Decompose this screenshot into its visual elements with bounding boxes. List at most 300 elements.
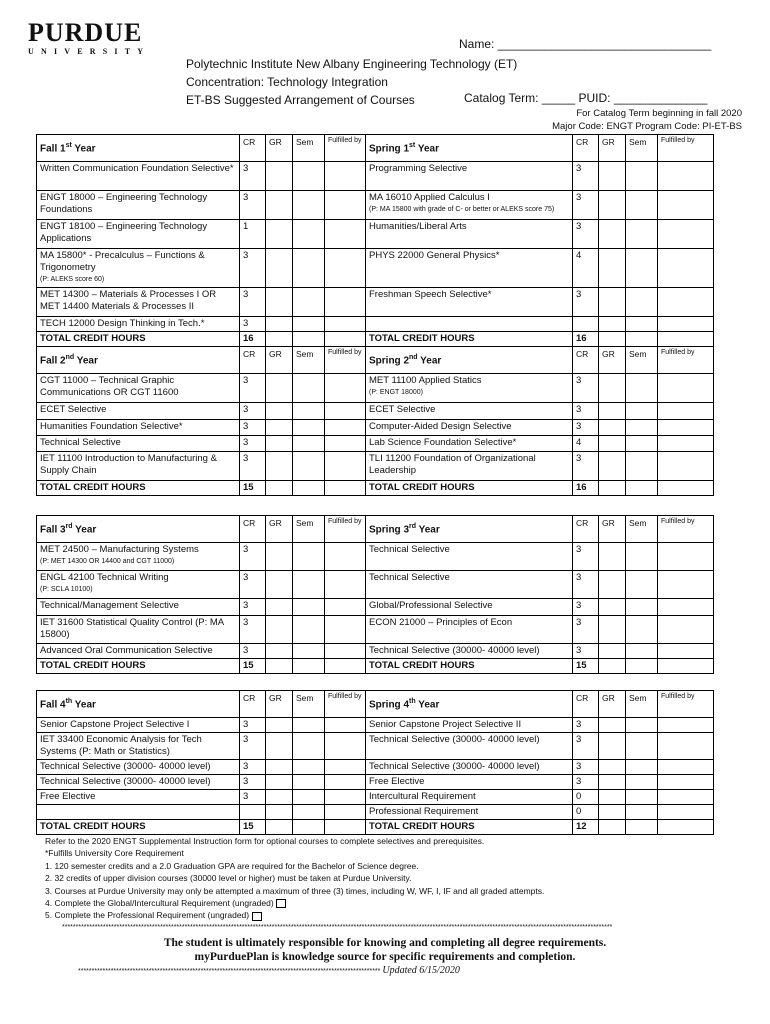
fulfilled-by-label: Fulfilled by <box>658 347 714 374</box>
semester-cell[interactable] <box>293 543 325 571</box>
grade-cell[interactable] <box>599 288 626 317</box>
fulfilled-by-label: Fulfilled by <box>325 135 366 162</box>
grade-cell[interactable] <box>599 191 626 220</box>
credit-hours: 3 <box>573 644 599 659</box>
course-name: Technical Selective (30000- 40000 level) <box>40 761 211 772</box>
grade-cell[interactable] <box>599 436 626 452</box>
fall-course-cell <box>37 733 240 760</box>
semester-cell[interactable] <box>293 420 325 436</box>
spring-title: Spring 4th Year <box>366 691 573 718</box>
course-name: ECET Selective <box>369 404 436 415</box>
fulfilled-by-cell[interactable] <box>325 436 366 452</box>
fulfilled-by-cell[interactable] <box>325 403 366 420</box>
course-row <box>37 220 714 249</box>
note-1: 1. 120 semester credits and a 2.0 Graduation GPA are required for the Bachelor of Science degree. <box>45 860 419 871</box>
grade-cell[interactable] <box>599 599 626 616</box>
year-table-4 <box>36 690 714 835</box>
grade-cell[interactable] <box>599 571 626 599</box>
course-row <box>37 599 714 616</box>
course-row <box>37 288 714 317</box>
credit-hours: 3 <box>240 452 266 481</box>
course-row <box>37 790 714 805</box>
spring-course-cell <box>366 191 573 220</box>
fulfilled-by-cell[interactable] <box>325 452 366 481</box>
professional-checkbox[interactable] <box>252 912 262 921</box>
semester-cell[interactable] <box>626 543 658 571</box>
fall-course-cell <box>37 760 240 775</box>
credit-hours: 3 <box>573 718 599 733</box>
sem-label: Sem <box>293 135 325 162</box>
semester-cell[interactable] <box>626 288 658 317</box>
grade-cell[interactable] <box>266 718 293 733</box>
spring-total-value: 16 <box>573 481 599 496</box>
fulfilled-by-cell[interactable] <box>658 790 714 805</box>
semester-cell[interactable] <box>293 790 325 805</box>
semester-cell[interactable] <box>293 220 325 249</box>
semester-cell[interactable] <box>626 436 658 452</box>
year-header-row <box>37 691 714 718</box>
grade-cell[interactable] <box>599 775 626 790</box>
grade-cell[interactable] <box>599 760 626 775</box>
grade-cell[interactable] <box>266 191 293 220</box>
grade-cell[interactable] <box>599 317 626 332</box>
credit-hours: 3 <box>573 599 599 616</box>
course-name: IET 33400 Economic Analysis for Tech Systems (P: Math or Statistics) <box>40 734 202 757</box>
fulfilled-by-cell[interactable] <box>325 374 366 403</box>
total-fulfilled <box>658 820 714 835</box>
fall-total-label: TOTAL CREDIT HOURS <box>37 659 240 674</box>
fulfilled-by-cell[interactable] <box>658 288 714 317</box>
grade-cell[interactable] <box>266 249 293 288</box>
semester-cell[interactable] <box>293 249 325 288</box>
semester-cell[interactable] <box>626 733 658 760</box>
fall-course-cell <box>37 452 240 481</box>
grade-cell[interactable] <box>266 436 293 452</box>
fulfilled-by-cell[interactable] <box>658 436 714 452</box>
cr-label: CR <box>240 516 266 543</box>
grade-cell[interactable] <box>266 288 293 317</box>
grade-cell[interactable] <box>599 374 626 403</box>
course-row <box>37 543 714 571</box>
updated-date: Updated 6/15/2020 <box>382 965 460 976</box>
fulfilled-by-cell[interactable] <box>325 718 366 733</box>
grade-cell[interactable] <box>266 733 293 760</box>
course-name: Computer-Aided Design Selective <box>369 421 512 432</box>
semester-cell[interactable] <box>293 452 325 481</box>
fall-total-value: 15 <box>240 659 266 674</box>
grade-cell[interactable] <box>266 162 293 191</box>
semester-cell[interactable] <box>293 760 325 775</box>
semester-cell[interactable] <box>626 775 658 790</box>
total-sem <box>293 659 325 674</box>
fall-course-cell <box>37 436 240 452</box>
catalog-info <box>552 107 742 133</box>
fall-title: Fall 3rd Year <box>37 516 240 543</box>
credit-hours: 3 <box>240 403 266 420</box>
course-name: IET 31600 Statistical Quality Control (P: MA 15800) <box>40 617 224 640</box>
fall-total-label: TOTAL CREDIT HOURS <box>37 481 240 496</box>
fall-course-cell <box>37 616 240 644</box>
fulfilled-by-cell[interactable] <box>325 571 366 599</box>
responsibility-statement <box>0 936 770 964</box>
fulfilled-by-cell[interactable] <box>658 191 714 220</box>
fulfilled-by-cell[interactable] <box>658 760 714 775</box>
semester-cell[interactable] <box>626 249 658 288</box>
fulfilled-by-cell[interactable] <box>325 249 366 288</box>
course-name: Advanced Oral Communication Selective <box>40 645 213 656</box>
semester-cell[interactable] <box>626 616 658 644</box>
grade-cell[interactable] <box>599 420 626 436</box>
spring-course-cell <box>366 249 573 288</box>
course-row <box>37 616 714 644</box>
course-name: ECON 21000 – Principles of Econ <box>369 617 513 628</box>
fulfilled-by-cell[interactable] <box>658 420 714 436</box>
semester-cell[interactable] <box>626 317 658 332</box>
spring-course-cell <box>366 288 573 317</box>
fall-course-cell <box>37 288 240 317</box>
grade-cell[interactable] <box>266 374 293 403</box>
cr-label: CR <box>573 135 599 162</box>
fulfilled-by-cell[interactable] <box>658 249 714 288</box>
fall-total-label: TOTAL CREDIT HOURS <box>37 820 240 835</box>
sem-label: Sem <box>293 691 325 718</box>
course-prereq-note: (P: MET 14300 OR 14400 and CGT 11000) <box>40 558 175 565</box>
course-row <box>37 775 714 790</box>
fulfilled-by-cell[interactable] <box>658 571 714 599</box>
fulfilled-by-cell[interactable] <box>658 718 714 733</box>
total-fulfilled <box>325 659 366 674</box>
grade-cell[interactable] <box>266 220 293 249</box>
semester-cell[interactable] <box>293 599 325 616</box>
gr-label: GR <box>266 347 293 374</box>
year-table-2 <box>36 346 714 496</box>
grade-cell[interactable] <box>599 644 626 659</box>
semester-cell[interactable] <box>293 403 325 420</box>
fulfilled-by-cell[interactable] <box>325 288 366 317</box>
semester-cell[interactable] <box>626 805 658 820</box>
semester-cell[interactable] <box>626 760 658 775</box>
cr-label: CR <box>573 691 599 718</box>
credit-hours: 3 <box>240 249 266 288</box>
grade-cell[interactable] <box>266 571 293 599</box>
credit-hours: 3 <box>573 420 599 436</box>
total-row <box>37 820 714 835</box>
course-row <box>37 191 714 220</box>
semester-cell[interactable] <box>293 718 325 733</box>
fulfilled-by-cell[interactable] <box>325 775 366 790</box>
fulfilled-by-cell[interactable] <box>325 805 366 820</box>
fulfilled-by-cell[interactable] <box>325 644 366 659</box>
spring-course-cell <box>366 162 573 191</box>
header-arrangement: ET-BS Suggested Arrangement of Courses <box>186 93 415 107</box>
fall-course-cell <box>37 543 240 571</box>
credit-hours: 4 <box>573 436 599 452</box>
fall-title: Fall 1st Year <box>37 135 240 162</box>
semester-cell[interactable] <box>626 571 658 599</box>
credit-hours: 3 <box>240 571 266 599</box>
fulfilled-by-cell[interactable] <box>658 733 714 760</box>
credit-hours: 3 <box>240 317 266 332</box>
course-name: ENGL 42100 Technical Writing <box>40 572 169 583</box>
grade-cell[interactable] <box>266 644 293 659</box>
credit-hours: 4 <box>573 249 599 288</box>
semester-cell[interactable] <box>626 790 658 805</box>
gr-label: GR <box>599 516 626 543</box>
credit-hours: 3 <box>573 374 599 403</box>
semester-cell[interactable] <box>293 374 325 403</box>
grade-cell[interactable] <box>266 403 293 420</box>
fall-course-cell <box>37 420 240 436</box>
credit-hours: 3 <box>573 775 599 790</box>
spring-title: Spring 3rd Year <box>366 516 573 543</box>
grade-cell[interactable] <box>266 452 293 481</box>
fulfilled-by-cell[interactable] <box>658 374 714 403</box>
grade-cell[interactable] <box>266 616 293 644</box>
semester-cell[interactable] <box>626 644 658 659</box>
course-name: Technical Selective (30000- 40000 level) <box>369 645 540 656</box>
fulfilled-by-label: Fulfilled by <box>325 516 366 543</box>
total-fulfilled <box>325 820 366 835</box>
course-name: TECH 12000 Design Thinking in Tech.* <box>40 318 205 329</box>
grade-cell[interactable] <box>599 733 626 760</box>
course-name: Written Communication Foundation Selective* <box>40 163 234 174</box>
fulfilled-by-cell[interactable] <box>325 760 366 775</box>
grade-cell[interactable] <box>266 790 293 805</box>
spring-course-cell <box>366 644 573 659</box>
spring-title: Spring 1st Year <box>366 135 573 162</box>
fall-course-cell <box>37 790 240 805</box>
semester-cell[interactable] <box>293 616 325 644</box>
fulfilled-by-cell[interactable] <box>658 599 714 616</box>
course-row <box>37 571 714 599</box>
fulfilled-by-cell[interactable] <box>658 543 714 571</box>
grade-cell[interactable] <box>599 162 626 191</box>
course-row <box>37 436 714 452</box>
fall-course-cell <box>37 374 240 403</box>
course-name: Technical Selective (30000- 40000 level) <box>369 761 540 772</box>
spring-course-cell <box>366 760 573 775</box>
responsibility-line-2: myPurduePlan is knowledge source for specific requirements and completion. <box>194 951 576 963</box>
grade-cell[interactable] <box>599 452 626 481</box>
fulfilled-by-cell[interactable] <box>325 733 366 760</box>
credit-hours: 3 <box>240 599 266 616</box>
fall-course-cell <box>37 805 240 820</box>
course-prereq-note: (P: SCLA 10100) <box>40 586 93 593</box>
grade-cell[interactable] <box>266 775 293 790</box>
gr-label: GR <box>599 135 626 162</box>
course-name: Lab Science Foundation Selective* <box>369 437 517 448</box>
fulfilled-by-cell[interactable] <box>658 317 714 332</box>
credit-hours: 3 <box>240 718 266 733</box>
semester-cell[interactable] <box>626 420 658 436</box>
grade-cell[interactable] <box>599 403 626 420</box>
fulfilled-by-cell[interactable] <box>325 616 366 644</box>
fulfilled-by-cell[interactable] <box>325 220 366 249</box>
spring-course-cell <box>366 374 573 403</box>
spring-course-cell <box>366 220 573 249</box>
credit-hours: 3 <box>573 452 599 481</box>
fulfilled-by-cell[interactable] <box>325 317 366 332</box>
spring-course-cell <box>366 599 573 616</box>
course-name: Programming Selective <box>369 163 468 174</box>
year-header-row <box>37 135 714 162</box>
fulfilled-by-cell[interactable] <box>658 616 714 644</box>
sem-label: Sem <box>626 516 658 543</box>
credit-hours: 3 <box>240 733 266 760</box>
total-fulfilled <box>658 332 714 347</box>
grade-cell[interactable] <box>599 718 626 733</box>
fall-course-cell <box>37 644 240 659</box>
course-name: Global/Professional Selective <box>369 600 493 611</box>
credit-hours: 1 <box>240 220 266 249</box>
semester-cell[interactable] <box>293 191 325 220</box>
major-program-code: Major Code: ENGT Program Code: PI-ET-BS <box>552 121 742 132</box>
credit-hours: 3 <box>573 288 599 317</box>
header-institute: Polytechnic Institute New Albany Engineering Technology (ET) <box>186 57 518 71</box>
fulfilled-by-cell[interactable] <box>325 420 366 436</box>
course-row <box>37 249 714 288</box>
credit-hours: 3 <box>240 616 266 644</box>
spring-course-cell <box>366 790 573 805</box>
total-gr <box>599 481 626 496</box>
spring-course-cell <box>366 452 573 481</box>
year-header-row <box>37 516 714 543</box>
grade-cell[interactable] <box>599 543 626 571</box>
separator-stars: ********************************************************************************************************************************************************************************************************** <box>62 924 613 931</box>
semester-cell[interactable] <box>293 436 325 452</box>
credit-hours <box>573 317 599 332</box>
sem-label: Sem <box>293 516 325 543</box>
credit-hours: 3 <box>240 374 266 403</box>
credit-hours <box>240 805 266 820</box>
fulfilled-by-cell[interactable] <box>325 790 366 805</box>
semester-cell[interactable] <box>626 191 658 220</box>
fulfilled-by-label: Fulfilled by <box>325 691 366 718</box>
cr-label: CR <box>240 135 266 162</box>
course-name: IET 11100 Introduction to Manufacturing & Supply Chain <box>40 453 217 476</box>
spring-course-cell <box>366 805 573 820</box>
course-name: Free Elective <box>40 791 96 802</box>
semester-cell[interactable] <box>293 288 325 317</box>
fulfilled-by-cell[interactable] <box>325 162 366 191</box>
fall-total-label: TOTAL CREDIT HOURS <box>37 332 240 347</box>
semester-cell[interactable] <box>626 220 658 249</box>
semester-cell[interactable] <box>293 571 325 599</box>
total-gr <box>599 820 626 835</box>
grade-cell[interactable] <box>266 420 293 436</box>
fulfilled-by-cell[interactable] <box>658 644 714 659</box>
fulfilled-by-cell[interactable] <box>658 805 714 820</box>
fulfilled-by-cell[interactable] <box>658 220 714 249</box>
grade-cell[interactable] <box>599 790 626 805</box>
credit-hours: 3 <box>240 191 266 220</box>
total-gr <box>266 332 293 347</box>
grade-cell[interactable] <box>599 220 626 249</box>
grade-cell[interactable] <box>599 616 626 644</box>
fulfilled-by-cell[interactable] <box>658 775 714 790</box>
total-gr <box>599 659 626 674</box>
global-checkbox[interactable] <box>276 899 286 908</box>
fulfilled-by-cell[interactable] <box>658 403 714 420</box>
semester-cell[interactable] <box>293 805 325 820</box>
semester-cell[interactable] <box>293 162 325 191</box>
spring-total-value: 15 <box>573 659 599 674</box>
credit-hours: 3 <box>573 220 599 249</box>
course-name: MET 14300 – Materials & Processes I OR MET 14400 Materials & Processes II <box>40 289 217 312</box>
course-name: ENGT 18000 – Engineering Technology Foundations <box>40 192 208 215</box>
course-name: Free Elective <box>369 776 425 787</box>
total-sem <box>626 481 658 496</box>
fulfilled-by-label: Fulfilled by <box>658 135 714 162</box>
course-name: MET 24500 – Manufacturing Systems <box>40 544 199 555</box>
total-row <box>37 481 714 496</box>
semester-cell[interactable] <box>626 599 658 616</box>
grade-cell[interactable] <box>266 760 293 775</box>
grade-cell[interactable] <box>266 599 293 616</box>
total-gr <box>266 481 293 496</box>
credit-hours: 0 <box>573 805 599 820</box>
total-sem <box>293 332 325 347</box>
course-name: TLI 11200 Foundation of Organizational Leadership <box>369 453 536 476</box>
semester-cell[interactable] <box>626 452 658 481</box>
fulfilled-by-cell[interactable] <box>658 162 714 191</box>
fall-course-cell <box>37 571 240 599</box>
fall-total-value: 15 <box>240 820 266 835</box>
semester-cell[interactable] <box>626 718 658 733</box>
semester-cell[interactable] <box>626 162 658 191</box>
sem-label: Sem <box>293 347 325 374</box>
course-name: Humanities Foundation Selective* <box>40 421 183 432</box>
fulfilled-by-cell[interactable] <box>325 543 366 571</box>
spring-course-cell <box>366 403 573 420</box>
grade-cell[interactable] <box>266 543 293 571</box>
year-table-1 <box>36 134 714 347</box>
course-name: ECET Selective <box>40 404 107 415</box>
grade-cell[interactable] <box>599 805 626 820</box>
credit-hours: 3 <box>573 162 599 191</box>
course-name: Intercultural Requirement <box>369 791 476 802</box>
total-sem <box>626 659 658 674</box>
grade-cell[interactable] <box>599 249 626 288</box>
course-name: MA 15800* - Precalculus – Functions & Trigonometry <box>40 250 205 273</box>
semester-cell[interactable] <box>293 644 325 659</box>
credit-hours: 3 <box>240 288 266 317</box>
spring-course-cell <box>366 571 573 599</box>
footer-stars: *************************************************************************************************************** <box>78 968 381 975</box>
total-row <box>37 659 714 674</box>
semester-cell[interactable] <box>293 775 325 790</box>
spring-course-cell <box>366 733 573 760</box>
spring-course-cell <box>366 543 573 571</box>
grade-cell[interactable] <box>266 805 293 820</box>
semester-cell[interactable] <box>626 403 658 420</box>
logo-sub: UNIVERSITY <box>28 47 151 56</box>
fulfilled-by-cell[interactable] <box>325 599 366 616</box>
gr-label: GR <box>266 516 293 543</box>
semester-cell[interactable] <box>293 733 325 760</box>
footer-line <box>78 965 460 976</box>
grade-cell[interactable] <box>266 317 293 332</box>
semester-cell[interactable] <box>293 317 325 332</box>
gr-label: GR <box>599 347 626 374</box>
spring-total-value: 12 <box>573 820 599 835</box>
note-core: *Fulfills University Core Requirement <box>45 848 184 859</box>
spring-total-value: 16 <box>573 332 599 347</box>
gr-label: GR <box>599 691 626 718</box>
semester-cell[interactable] <box>626 374 658 403</box>
fulfilled-by-cell[interactable] <box>658 452 714 481</box>
fulfilled-by-cell[interactable] <box>325 191 366 220</box>
